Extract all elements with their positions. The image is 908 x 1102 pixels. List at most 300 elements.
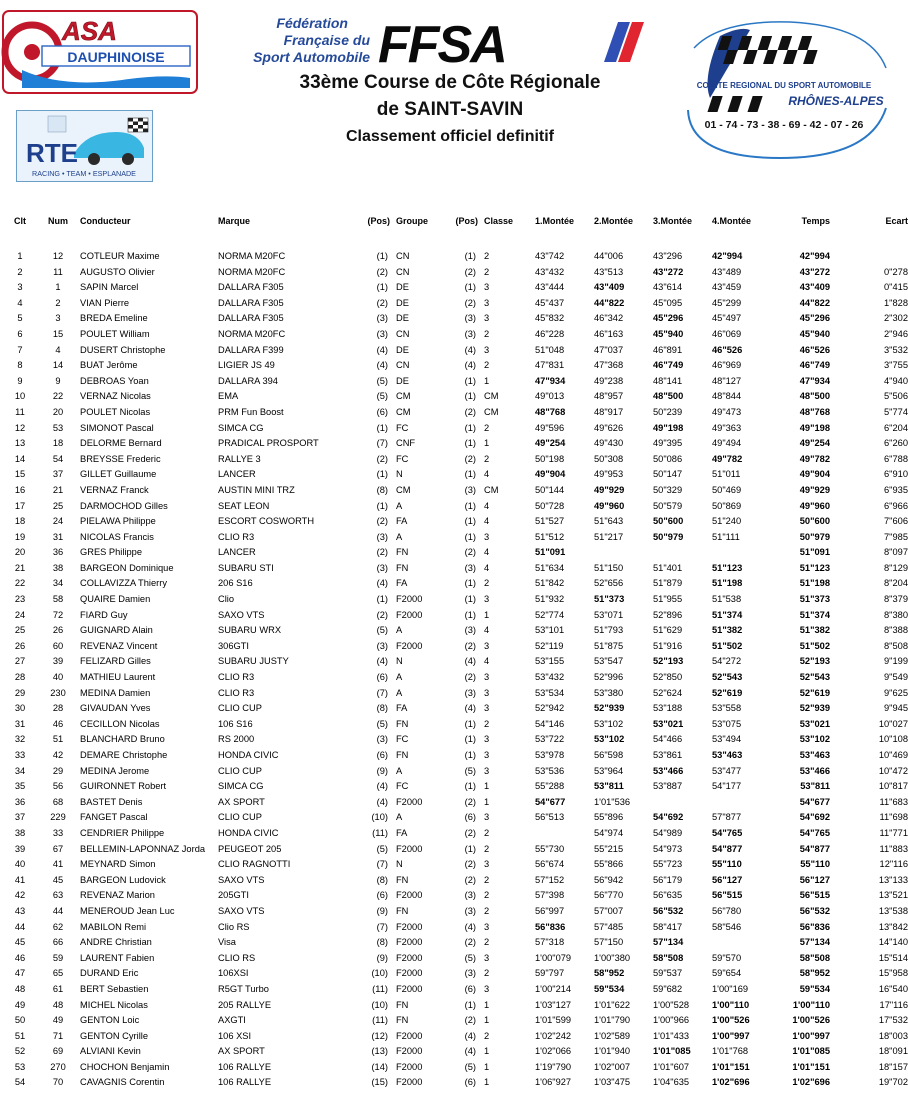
cell-montee-3: 50"579 — [653, 500, 683, 511]
cell-ecart: 9"199 — [884, 656, 908, 667]
cell-temps: 48"500 — [799, 391, 830, 402]
cell-temps: 1'00"110 — [792, 999, 830, 1010]
cell-temps: 42"994 — [799, 251, 830, 261]
cell-classe: 1 — [484, 1077, 490, 1088]
cell-montee-1: 49"904 — [535, 469, 566, 480]
svg-text:RTE: RTE — [26, 138, 78, 168]
cell-num: 34 — [52, 578, 64, 589]
cell-montee-3: 50"147 — [653, 469, 683, 480]
cell-montee-4: 51"198 — [712, 578, 743, 589]
cell-classe: 3 — [484, 812, 490, 823]
table-row — [0, 467, 908, 483]
table-row — [0, 1029, 908, 1045]
cell-montee-4: 49"494 — [712, 438, 742, 449]
cell-montee-2: 1'02"589 — [594, 1030, 631, 1041]
svg-text:RACING • TEAM • ESPLANADE: RACING • TEAM • ESPLANADE — [32, 169, 136, 178]
cell-classe: 2 — [484, 937, 490, 948]
table-row — [0, 873, 908, 889]
cell-conducteur: BERT Sebastien — [80, 983, 149, 994]
cell-marque: SUBARU WRX — [218, 625, 282, 636]
cell-ecart: 10"108 — [878, 734, 908, 745]
cell-pos-groupe: (9) — [376, 952, 388, 963]
cell-classe: 3 — [484, 983, 490, 994]
cell-montee-2: 53"071 — [594, 609, 624, 620]
cell-ecart: 6"788 — [884, 453, 908, 464]
cell-ecart: 5"774 — [884, 406, 908, 417]
cell-marque: CLIO R3 — [218, 687, 255, 698]
table-row — [0, 576, 908, 592]
cell-temps: 56"532 — [799, 905, 830, 916]
cell-classe: 3 — [484, 344, 490, 355]
cell-pos-groupe: (3) — [376, 313, 388, 324]
cell-classe: 2 — [484, 874, 490, 885]
cell-pos-classe: (4) — [464, 360, 476, 371]
cell-ecart: 7"985 — [884, 531, 908, 542]
cell-pos-classe: (1) — [464, 500, 476, 511]
cell-pos-classe: (1) — [464, 578, 476, 589]
cell-montee-3: 43"614 — [653, 282, 683, 293]
cell-pos-classe: (2) — [464, 297, 476, 308]
cell-marque: DALLARA 394 — [218, 375, 278, 386]
cell-montee-1: 47"831 — [535, 360, 565, 371]
cell-classe: 1 — [484, 438, 490, 449]
table-row — [0, 483, 908, 499]
cell-pos-classe: (4) — [464, 703, 476, 714]
svg-text:DAUPHINOISE: DAUPHINOISE — [67, 49, 165, 65]
cell-ecart: 13"521 — [878, 890, 908, 901]
cell-montee-3: 58"417 — [653, 921, 683, 932]
cell-groupe: FC — [396, 422, 409, 433]
cell-classe: 3 — [484, 734, 490, 745]
cell-pos-classe: (2) — [464, 266, 476, 277]
table-row — [0, 826, 908, 842]
cell-clt: 27 — [14, 656, 26, 667]
cell-conducteur: ALVIANI Kevin — [80, 1046, 141, 1057]
cell-marque: NORMA M20FC — [218, 328, 286, 339]
cell-temps: 45"940 — [799, 328, 830, 339]
cell-num: 40 — [52, 672, 64, 683]
cell-pos-groupe: (8) — [376, 484, 388, 495]
cell-montee-1: 1'01"599 — [535, 1015, 572, 1026]
cell-marque: DALLARA F305 — [218, 297, 284, 308]
cell-montee-2: 47"368 — [594, 360, 624, 371]
cell-montee-3: 43"272 — [653, 266, 684, 277]
cell-marque: 106 S16 — [218, 718, 253, 729]
cell-montee-1: 56"513 — [535, 812, 565, 823]
cell-ecart: 19"702 — [878, 1077, 908, 1088]
cell-clt: 41 — [14, 874, 26, 885]
cell-conducteur: ANDRE Christian — [80, 937, 152, 948]
cell-groupe: CM — [396, 406, 411, 417]
cell-marque: AUSTIN MINI TRZ — [218, 484, 295, 495]
cell-classe: 1 — [484, 796, 490, 807]
cell-num: 1 — [55, 282, 61, 293]
table-row — [0, 810, 908, 826]
table-row — [0, 358, 908, 374]
cell-montee-4: 45"299 — [712, 297, 742, 308]
cell-classe: 1 — [484, 1061, 490, 1072]
cell-montee-1: 55"288 — [535, 781, 565, 792]
cell-pos-classe: (3) — [464, 562, 476, 573]
svg-text:Française du: Française du — [283, 32, 370, 48]
cell-ecart: 11"683 — [879, 796, 908, 807]
cell-montee-3: 59"682 — [653, 983, 683, 994]
cell-conducteur: LAURENT Fabien — [80, 952, 155, 963]
cell-pos-groupe: (5) — [376, 391, 388, 402]
cell-marque: 106XSI — [218, 968, 249, 979]
cell-marque: 106 RALLYE — [218, 1077, 272, 1088]
cell-montee-2: 56"598 — [594, 750, 624, 760]
cell-ecart: 5"506 — [884, 391, 908, 402]
cell-num: 45 — [52, 874, 64, 885]
cell-montee-1: 1'06"927 — [535, 1077, 572, 1088]
cell-conducteur: PIELAWA Philippe — [80, 516, 156, 527]
cell-pos-groupe: (1) — [376, 422, 388, 433]
cell-marque: LANCER — [218, 469, 256, 480]
cell-clt: 40 — [14, 859, 26, 870]
cell-montee-4: 1'00"997 — [712, 1030, 750, 1041]
cell-montee-3: 53"188 — [653, 703, 683, 714]
cell-classe: 2 — [484, 453, 490, 464]
cell-pos-groupe: (9) — [376, 905, 388, 916]
cell-montee-1: 59"797 — [535, 968, 565, 979]
cell-marque: Visa — [218, 937, 236, 948]
table-row — [0, 561, 908, 577]
table-row — [0, 265, 908, 281]
cell-pos-groupe: (6) — [376, 890, 388, 901]
cell-ecart: 8"204 — [884, 578, 908, 589]
cell-ecart: 6"966 — [884, 500, 908, 511]
cell-ecart: 17"532 — [878, 1015, 908, 1026]
cell-montee-2: 51"793 — [594, 625, 624, 636]
cell-clt: 47 — [14, 968, 26, 979]
cell-marque: DALLARA F399 — [218, 344, 284, 355]
cell-pos-groupe: (5) — [376, 718, 388, 729]
cell-montee-2: 58"952 — [594, 968, 625, 979]
cell-classe: 2 — [484, 890, 490, 901]
cell-clt: 36 — [14, 796, 26, 807]
cell-pos-classe: (4) — [464, 921, 476, 932]
cell-pos-classe: (1) — [464, 781, 476, 792]
cell-groupe: A — [396, 500, 403, 511]
cell-temps: 51"374 — [799, 609, 830, 620]
cell-temps: 56"127 — [799, 874, 830, 885]
cell-montee-4: 51"538 — [712, 594, 742, 605]
cell-pos-groupe: (9) — [376, 765, 388, 776]
cell-groupe: A — [396, 687, 403, 698]
cell-classe: 3 — [484, 687, 490, 698]
cell-temps: 59"534 — [799, 983, 830, 994]
cell-pos-groupe: (4) — [376, 344, 388, 355]
cell-clt: 32 — [14, 734, 26, 745]
table-row — [0, 639, 908, 655]
cell-groupe: F2000 — [396, 1046, 423, 1057]
table-row — [0, 530, 908, 546]
cell-clt: 52 — [14, 1046, 26, 1057]
cell-groupe: F2000 — [396, 640, 423, 651]
cell-clt: 34 — [14, 765, 26, 776]
cell-marque: SAXO VTS — [218, 874, 265, 885]
header-num: Num — [48, 216, 68, 226]
cell-num: 70 — [52, 1077, 64, 1088]
table-row — [0, 686, 908, 702]
cell-montee-3: 50"329 — [653, 484, 683, 495]
cell-montee-4: 51"374 — [712, 609, 743, 620]
cell-montee-2: 47"037 — [594, 344, 624, 355]
cell-montee-4: 57"877 — [712, 812, 742, 823]
cell-num: 37 — [52, 469, 64, 480]
cell-montee-4: 53"463 — [712, 750, 743, 760]
cell-groupe: F2000 — [396, 1061, 423, 1072]
cell-montee-4: 46"969 — [712, 360, 742, 371]
cell-montee-2: 51"150 — [594, 562, 624, 573]
cell-clt: 19 — [14, 531, 26, 542]
cell-groupe: CNF — [396, 438, 416, 449]
cell-ecart: 18"157 — [878, 1061, 908, 1072]
table-row — [0, 623, 908, 639]
cell-num: 51 — [52, 734, 64, 745]
cell-montee-1: 51"932 — [535, 594, 565, 605]
cell-groupe: N — [396, 859, 403, 870]
cell-pos-groupe: (10) — [371, 968, 388, 979]
cell-pos-groupe: (11) — [372, 983, 388, 994]
cell-montee-4: 50"469 — [712, 484, 742, 495]
cell-classe: 3 — [484, 703, 490, 714]
cell-temps: 43"272 — [799, 266, 830, 277]
cell-conducteur: CECILLON Nicolas — [80, 718, 160, 729]
cell-groupe: FA — [396, 578, 408, 589]
cell-num: 62 — [52, 921, 64, 932]
table-row — [0, 545, 908, 561]
cell-clt: 14 — [14, 453, 26, 464]
cell-montee-1: 57"398 — [535, 890, 565, 901]
cell-montee-1: 53"978 — [535, 750, 565, 760]
header-montee-3: 3.Montée — [653, 216, 693, 226]
cell-groupe: FN — [396, 874, 409, 885]
cell-pos-classe: (5) — [464, 952, 476, 963]
cell-pos-groupe: (1) — [376, 500, 388, 511]
cell-pos-classe: (4) — [464, 1030, 476, 1041]
cell-conducteur: SIMONOT Pascal — [80, 422, 154, 433]
table-row — [0, 280, 908, 296]
cell-groupe: CM — [396, 391, 411, 402]
cell-num: 61 — [52, 983, 64, 994]
table-row — [0, 795, 908, 811]
cell-montee-3: 51"955 — [653, 594, 683, 605]
header-pos-groupe: (Pos) — [367, 216, 390, 226]
cell-marque: LIGIER JS 49 — [218, 360, 275, 371]
cell-temps: 51"091 — [799, 547, 830, 558]
cell-montee-1: 1'00"214 — [535, 983, 572, 994]
cell-pos-classe: (1) — [464, 438, 476, 449]
cell-clt: 24 — [14, 609, 26, 620]
cell-pos-classe: (4) — [464, 344, 476, 355]
cell-marque: RS 2000 — [218, 734, 255, 745]
cell-groupe: N — [396, 469, 403, 480]
cell-montee-2: 51"643 — [594, 516, 624, 527]
cell-conducteur: DUSERT Christophe — [80, 344, 166, 355]
cell-pos-classe: (2) — [464, 827, 476, 838]
cell-ecart: 8"380 — [884, 609, 908, 620]
cell-num: 33 — [52, 827, 64, 838]
cell-montee-1: 53"722 — [535, 734, 565, 745]
cell-clt: 2 — [17, 266, 23, 277]
table-row — [0, 904, 908, 920]
cell-conducteur: REVENAZ Marion — [80, 890, 155, 901]
cell-clt: 25 — [14, 625, 26, 636]
cell-montee-2: 55"866 — [594, 859, 624, 870]
cell-marque: 306GTI — [218, 640, 250, 651]
cell-classe: 2 — [484, 266, 490, 277]
cell-classe: 3 — [484, 282, 490, 293]
cell-montee-3: 1'00"966 — [653, 1015, 690, 1026]
cell-classe: 4 — [484, 500, 490, 511]
cell-groupe: FA — [396, 516, 408, 527]
cell-pos-groupe: (3) — [376, 562, 388, 573]
table-row — [0, 935, 908, 951]
cell-pos-classe: (4) — [464, 656, 476, 667]
cell-montee-4: 49"782 — [712, 453, 743, 464]
cell-montee-3: 58"508 — [653, 952, 684, 963]
cell-montee-1: 43"444 — [535, 282, 565, 293]
cell-montee-2: 1'00"380 — [594, 952, 631, 963]
cell-montee-2: 52"996 — [594, 672, 624, 683]
cell-num: 69 — [52, 1046, 64, 1057]
cell-ecart: 10"027 — [878, 718, 908, 729]
cell-conducteur: COLLAVIZZA Thierry — [80, 578, 167, 589]
header-marque: Marque — [218, 216, 251, 226]
cell-pos-classe: (2) — [464, 859, 476, 870]
header-montee-2: 2.Montée — [594, 216, 634, 226]
cell-conducteur: MEYNARD Simon — [80, 859, 156, 870]
cell-marque: CLIO RS — [218, 952, 256, 963]
cell-groupe: A — [396, 672, 403, 683]
cell-pos-classe: (1) — [464, 391, 476, 402]
cell-groupe: F2000 — [396, 952, 423, 963]
cell-groupe: DE — [396, 344, 409, 355]
cell-montee-2: 1'02"007 — [594, 1061, 631, 1072]
cell-num: 26 — [52, 625, 64, 636]
cell-marque: 205GTI — [218, 890, 250, 901]
cell-classe: 3 — [484, 750, 490, 760]
cell-pos-groupe: (2) — [376, 453, 388, 464]
cell-conducteur: MEDINA Damien — [80, 687, 151, 698]
cell-temps: 58"508 — [799, 952, 830, 963]
cell-groupe: F2000 — [396, 921, 423, 932]
cell-pos-groupe: (8) — [376, 937, 388, 948]
cell-montee-2: 1'01"940 — [594, 1046, 631, 1057]
cell-temps: 54"677 — [799, 796, 830, 807]
cell-num: 2 — [55, 297, 61, 308]
cell-conducteur: BARGEON Dominique — [80, 562, 174, 573]
cell-montee-3: 54"973 — [653, 843, 683, 854]
table-row — [0, 311, 908, 327]
cell-groupe: FN — [396, 750, 409, 760]
cell-temps: 51"198 — [799, 578, 830, 589]
cell-num: 21 — [52, 484, 64, 495]
cell-ecart: 3"532 — [884, 344, 908, 355]
cell-montee-1: 51"527 — [535, 516, 565, 527]
table-row — [0, 732, 908, 748]
cell-temps: 45"296 — [799, 313, 830, 324]
cell-groupe: F2000 — [396, 609, 423, 620]
cell-pos-groupe: (6) — [376, 406, 388, 417]
cell-temps: 1'00"526 — [792, 1015, 830, 1026]
cell-pos-classe: (4) — [464, 1046, 476, 1057]
cell-groupe: CN — [396, 251, 410, 261]
cell-classe: 1 — [484, 375, 490, 386]
cell-classe: CM — [484, 391, 499, 402]
cell-pos-classe: (1) — [464, 516, 476, 527]
cell-temps: 57"134 — [799, 937, 830, 948]
cell-classe: 1 — [484, 781, 490, 792]
cell-pos-classe: (6) — [464, 1077, 476, 1088]
cell-marque: 106 RALLYE — [218, 1061, 272, 1072]
cell-temps: 56"836 — [799, 921, 830, 932]
cell-ecart: 2"302 — [884, 313, 908, 324]
cell-montee-2: 57"007 — [594, 905, 624, 916]
cell-marque: HONDA CIVIC — [218, 750, 279, 760]
cell-pos-classe: (2) — [464, 874, 476, 885]
table-row — [0, 405, 908, 421]
cell-ecart: 11"883 — [879, 843, 908, 854]
cell-pos-classe: (3) — [464, 484, 476, 495]
cell-conducteur: DELORME Bernard — [80, 438, 162, 449]
cell-montee-3: 1'00"528 — [653, 999, 690, 1010]
cell-montee-1: 51"842 — [535, 578, 565, 589]
cell-ecart: 10"469 — [878, 750, 908, 760]
cell-classe: 2 — [484, 328, 490, 339]
cell-ecart: 8"097 — [884, 547, 908, 558]
cell-groupe: FN — [396, 999, 409, 1010]
table-row — [0, 779, 908, 795]
cell-classe: 2 — [484, 578, 490, 589]
cell-marque: AX SPORT — [218, 1046, 265, 1057]
cell-montee-2: 1'01"790 — [594, 1015, 631, 1026]
cell-marque: DALLARA F305 — [218, 282, 284, 293]
cell-num: 31 — [52, 531, 64, 542]
cell-montee-3: 45"940 — [653, 328, 684, 339]
cell-ecart: 18"091 — [878, 1046, 908, 1057]
cell-montee-4: 51"123 — [712, 562, 743, 573]
cell-pos-groupe: (11) — [372, 827, 388, 838]
cell-clt: 38 — [14, 827, 26, 838]
cell-groupe: F2000 — [396, 890, 423, 901]
svg-text:RHÔNES-ALPES: RHÔNES-ALPES — [788, 94, 884, 108]
cell-temps: 49"782 — [799, 453, 830, 464]
cell-pos-groupe: (11) — [372, 1015, 388, 1026]
cell-conducteur: CHOCHON Benjamin — [80, 1061, 170, 1072]
cell-montee-4: 56"780 — [712, 905, 742, 916]
header-classe: Classe — [484, 216, 514, 226]
cell-montee-2: 57"150 — [594, 937, 624, 948]
cell-classe: 3 — [484, 313, 490, 324]
cell-num: 59 — [52, 952, 64, 963]
cell-classe: CM — [484, 406, 499, 417]
cell-num: 24 — [52, 516, 64, 527]
cell-temps: 43"409 — [799, 282, 830, 293]
cell-ecart: 0"415 — [884, 282, 908, 293]
ffsa-logo — [230, 14, 650, 72]
table-row — [0, 998, 908, 1014]
cell-montee-2: 56"942 — [594, 874, 624, 885]
results-table — [0, 249, 908, 1091]
cell-marque: EMA — [218, 391, 239, 402]
cell-num: 66 — [52, 937, 64, 948]
header-montee-4: 4.Montée — [712, 216, 752, 226]
cell-clt: 20 — [14, 547, 26, 558]
event-location: de SAINT-SAVIN — [376, 99, 524, 120]
